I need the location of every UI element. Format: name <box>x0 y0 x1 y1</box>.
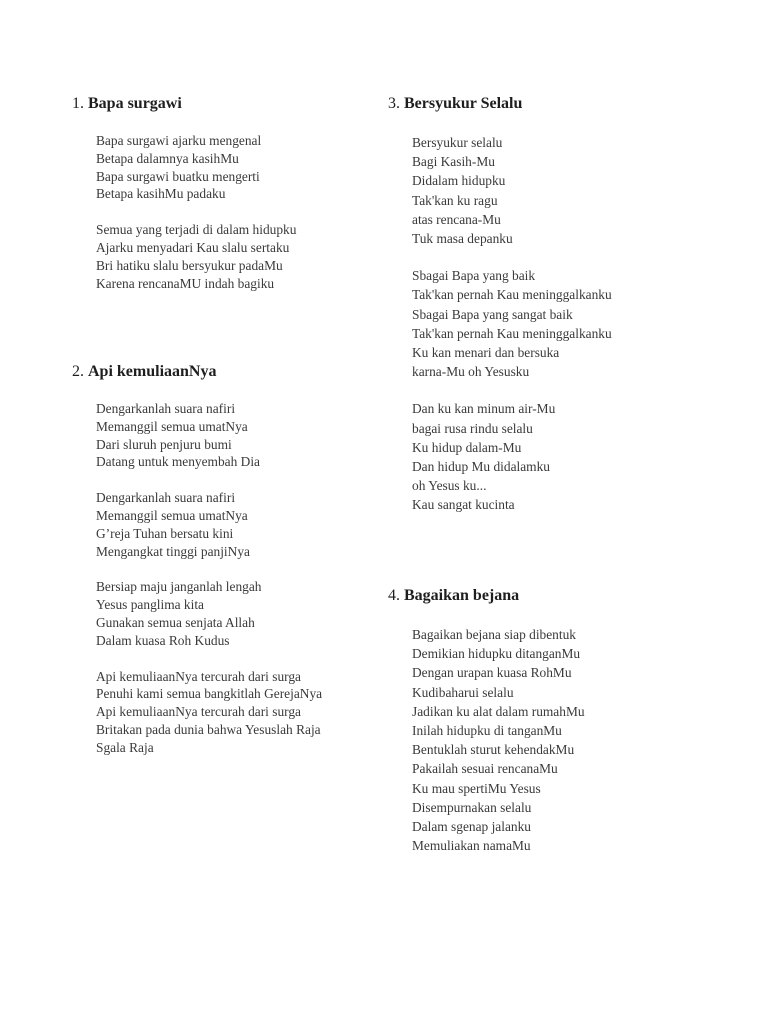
lyric-line: Jadikan ku alat dalam rumahMu <box>412 703 585 719</box>
stanza <box>412 133 612 248</box>
lyric-line: Sgala Raja <box>96 739 154 755</box>
lyric-line: Ajarku menyadari Kau slalu sertaku <box>96 239 290 255</box>
song-name: Api kemuliaanNya <box>88 363 217 380</box>
song-title <box>72 362 322 382</box>
lyric-line: Memanggil semua umatNya <box>96 418 248 434</box>
lyric-line: Kau sangat kucinta <box>412 497 515 513</box>
lyric-line: Bri hatiku slalu bersyukur padaMu <box>96 257 283 273</box>
stanza <box>96 400 322 471</box>
song-4 <box>388 586 585 855</box>
lyric-line: Gunakan semua senjata Allah <box>96 614 255 630</box>
stanza <box>412 266 612 381</box>
stanza <box>96 221 296 292</box>
lyric-line: Tak'kan pernah Kau meninggalkanku <box>412 287 612 303</box>
lyric-line: Dengarkanlah suara nafiri <box>96 401 236 416</box>
lyric-line: Bagaikan bejana siap dibentuk <box>412 627 576 642</box>
song-title <box>72 94 296 114</box>
lyric-line: Dengan urapan kuasa RohMu <box>412 665 572 681</box>
lyric-line: G’reja Tuhan bersatu kini <box>96 525 234 541</box>
stanza <box>96 489 322 560</box>
stanza <box>96 668 322 757</box>
song-3 <box>388 94 612 515</box>
lyric-line: Inilah hidupku di tanganMu <box>412 723 562 739</box>
song-name: Bersyukur Selalu <box>404 95 523 112</box>
lyric-line: Sbagai Bapa yang sangat baik <box>412 306 573 322</box>
lyric-line: Memanggil semua umatNya <box>96 507 248 523</box>
lyric-line: Dari sluruh penjuru bumi <box>96 436 232 452</box>
lyric-line: Betapa kasihMu padaku <box>96 186 226 202</box>
lyric-line: Memuliakan namaMu <box>412 838 531 854</box>
lyric-line: Penuhi kami semua bangkitlah GerejaNya <box>96 686 323 702</box>
stanza <box>412 625 585 855</box>
lyric-line: Bagi Kasih-Mu <box>412 154 495 170</box>
song-2 <box>72 362 322 757</box>
song-name: Bagaikan bejana <box>404 587 520 604</box>
lyric-line: Ku kan menari dan bersuka <box>412 345 560 361</box>
lyric-line: Dan hidup Mu didalamku <box>412 459 550 475</box>
song-1 <box>72 94 296 292</box>
lyric-line: karna-Mu oh Yesusku <box>412 364 530 380</box>
lyric-line: Bersiap maju janganlah lengah <box>96 579 262 595</box>
lyric-line: Bapa surgawi ajarku mengenal <box>96 133 262 148</box>
lyric-line: Bersyukur selalu <box>412 135 503 150</box>
lyric-line: Pakailah sesuai rencanaMu <box>412 761 558 777</box>
lyric-line: Datang untuk menyembah Dia <box>96 454 260 470</box>
lyric-line: Mengangkat tinggi panjiNya <box>96 543 250 559</box>
song-name: Bapa surgawi <box>88 95 182 112</box>
stanza <box>96 132 296 203</box>
lyric-line: Semua yang terjadi di dalam hidupku <box>96 222 297 238</box>
stanza <box>96 578 322 649</box>
lyric-line: Bentuklah sturut kehendakMu <box>412 742 575 758</box>
lyric-line: Dalam kuasa Roh Kudus <box>96 632 230 648</box>
song-number: 3. <box>388 95 400 112</box>
lyric-line: Betapa dalamnya kasihMu <box>96 150 239 166</box>
lyric-line: Kudibaharui selalu <box>412 684 514 700</box>
song-title <box>388 586 585 606</box>
lyric-line: Tak'kan ku ragu <box>412 192 498 208</box>
lyric-line: Disempurnakan selalu <box>412 799 532 815</box>
lyric-line: Bapa surgawi buatku mengerti <box>96 168 260 184</box>
lyric-line: Yesus panglima kita <box>96 597 204 613</box>
lyric-line: Sbagai Bapa yang baik <box>412 268 536 284</box>
lyric-line: Dengarkanlah suara nafiri <box>96 490 236 506</box>
lyric-line: Tak'kan pernah Kau meninggalkanku <box>412 325 612 341</box>
song-number: 4. <box>388 587 400 604</box>
lyric-line: Demikian hidupku ditanganMu <box>412 646 581 662</box>
lyric-line: Karena rencanaMU indah bagiku <box>96 275 275 291</box>
song-title <box>388 94 612 114</box>
lyric-line: Ku mau spertiMu Yesus <box>412 780 541 796</box>
lyric-line: Api kemuliaanNya tercurah dari surga <box>96 704 301 720</box>
song-number: 1. <box>72 95 84 112</box>
lyric-line: Dalam sgenap jalanku <box>412 819 531 835</box>
lyric-line: oh Yesus ku... <box>412 478 487 494</box>
lyric-line: Didalam hidupku <box>412 173 506 189</box>
lyric-line: atas rencana-Mu <box>412 211 501 227</box>
lyric-line: Ku hidup dalam-Mu <box>412 439 522 455</box>
lyric-line: Dan ku kan minum air-Mu <box>412 401 556 417</box>
lyric-line: Api kemuliaanNya tercurah dari surga <box>96 668 301 684</box>
lyric-line: Tuk masa depanku <box>412 231 513 247</box>
lyric-line: Britakan pada dunia bahwa Yesuslah Raja <box>96 721 321 737</box>
lyric-line: bagai rusa rindu selalu <box>412 420 533 436</box>
song-number: 2. <box>72 363 84 380</box>
stanza <box>412 399 612 514</box>
